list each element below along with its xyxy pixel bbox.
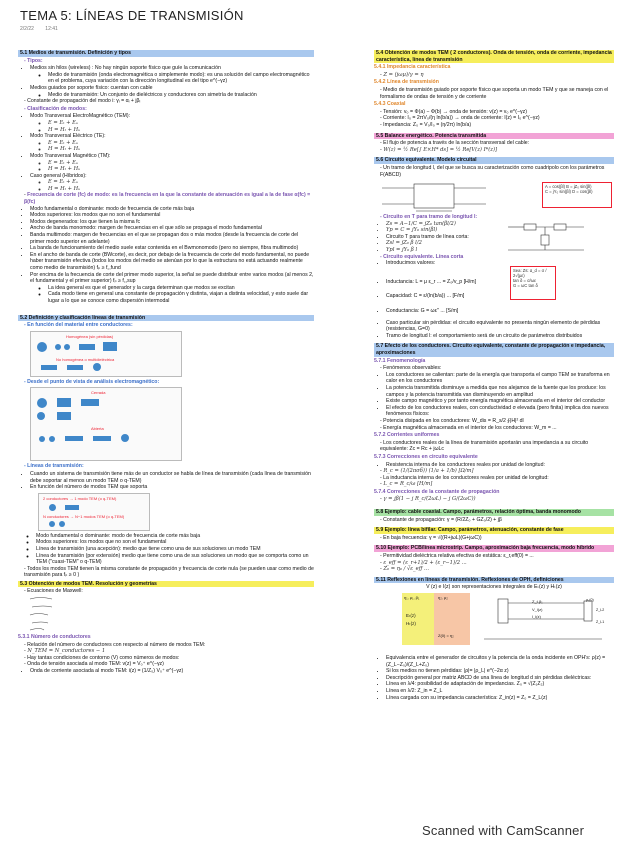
hib-eq-e: ◦ E = Eₜ + Eᵤ — [48, 179, 314, 186]
lt-item: ◦ Línea de transmisión (una acepción): medio que tiene como una de sus soluciones un modo TEM — [36, 546, 314, 553]
tm-eq — [30, 160, 314, 173]
deg-item: • Modos degenerados: los que tienen la misma fc — [30, 219, 314, 226]
clasificacion-label: - Clasificación de modos: — [24, 106, 314, 113]
h-field-label: Hₜ(z) — [406, 621, 416, 626]
zsl-eq: • Zsl = jZ₀ β l/2 — [386, 240, 614, 247]
todos-list — [18, 566, 314, 579]
lineas-label: - Líneas de transmisión: — [24, 463, 314, 470]
tm-item: • Modo Transversal Magnético (TM): — [30, 153, 314, 160]
quadripole-diagram — [374, 178, 494, 214]
lines-figure-2 — [30, 387, 182, 461]
guiados-sub-item: ◦ Medio de transmisión: Un conjunto de dieléctricos y conductores con simetría de traslación — [48, 92, 314, 99]
section-5-6-title: 5.6 Circuito equivalente. Modelo circuital — [374, 157, 614, 164]
ct-label: - Circuito en T para tramo de longitud l: — [380, 214, 614, 221]
coplanar-shape — [67, 365, 83, 370]
page-title: TEMA 5: LÍNEAS DE TRANSMISIÓN — [20, 8, 244, 23]
nN-shape-1 — [49, 521, 55, 527]
eta2-label: η₂, μ₂ — [438, 595, 448, 600]
lineas-list — [18, 463, 314, 470]
maxwell-equations — [28, 595, 314, 633]
section-5-5-title: 5.5 Balance energético. Potencia transmitida — [374, 133, 614, 140]
fc-defs — [18, 206, 314, 305]
potencia-list — [374, 140, 614, 153]
perdidas-item: • Si los medios no tienen pérdidas: |ρ|= |ρ_L| e^(−2α z) — [386, 668, 614, 675]
ondac-list — [18, 668, 314, 675]
closed-shape-2 — [57, 398, 71, 407]
onda-item: - Onda de tensión asociada al modo TEM: v(z) = V₀⁺ e^(−γz) — [24, 661, 314, 668]
perm-eq-1: - ε_eff = (ε_r+1)/2 + (ε_r−1)/2 ... — [380, 560, 614, 567]
maxwell-list — [18, 588, 314, 595]
ce-items — [374, 260, 614, 339]
ancho-item: • Ancho de banda monomodo: margen de frecuencias en el que sólo se propaga el modo fundamental — [30, 225, 314, 232]
tem-eq-e: ◦ E = Eₜ + Eᵤ — [48, 120, 314, 127]
constante-list — [18, 98, 314, 112]
rel-item: - Relación del número de conductores con respecto al número de modos TEM: — [24, 642, 314, 649]
cuando-item: • Cuando un sistema de transmisión tiene más de un conductor se habla de línea de transmisión (cada línea de transmisión debe soportar al menos un modo TEM o q-TEM) — [30, 471, 314, 484]
zt-label: Z_t,β₁ — [532, 599, 543, 604]
cu-list — [374, 440, 614, 453]
gamma-list — [374, 496, 614, 503]
n2-label: 2 conductores → 1 modo TEM (o q-TEM) — [43, 495, 117, 501]
eta1-label: η₁, μ₁, β₁ — [404, 595, 420, 600]
cu-item: - Los conductores reales de la línea de transmisión aportarán una impedancia a su circuito equivalente: Zc = Rc + jωLc — [380, 440, 614, 453]
perm-eq-2: - Z₀ = η₀ / √ε_eff ... — [380, 566, 614, 573]
tem-eq — [30, 120, 314, 133]
open-shape-4 — [93, 436, 111, 441]
section-5-10-title: 5.10 Ejemplo: PCB/línea microstrip. Campo, aproximación baja frecuencia, modo híbrido — [374, 545, 614, 552]
closed-shape-3 — [81, 399, 99, 406]
microstrip-list — [374, 553, 614, 573]
section-5-7-1-title: 5.7.1 Fenomenología — [374, 357, 426, 364]
lineas-items — [18, 471, 314, 491]
lines-figure-1 — [30, 331, 182, 377]
maxwell-scribble — [28, 595, 108, 633]
l4-item: • Línea en λ/4: posibilidad de adaptación de impedancias. Z₀ = √(Z₁Z₂) — [386, 681, 614, 688]
modos-list — [18, 113, 314, 192]
reflection-figure — [374, 593, 614, 653]
impedancia-item: - Impedancia: Z₀ = V₀/I₀ = (η/2π) ln(b/a) — [380, 122, 614, 129]
wireless-sub — [30, 72, 314, 85]
dielectric-box — [510, 266, 556, 300]
microstrip-shape — [41, 365, 57, 370]
section-5-1-title: 5.1 Medios de transmisión. Definición y tipos — [18, 50, 314, 57]
z-list — [374, 72, 614, 79]
left-column — [18, 46, 314, 675]
guide-shape — [103, 342, 117, 351]
section-5-7-title: 5.7 Efecto de los conductores. Circuito equivalente, constante de propagación e impedancia, aproximaciones — [374, 343, 614, 356]
correcciones-eqs — [374, 468, 614, 488]
section-5-7-2-title: 5.7.2 Corrientes uniformes — [374, 432, 440, 439]
section-5-9-title: 5.9 Ejemplo: línea bifilar. Campo, parámetros, atenuación, constante de fase — [374, 527, 614, 534]
potencia-eq: - W(z) = ½ Re[∫ E×H* ds] = ½ Re[V(z) I*(z)] — [380, 147, 614, 154]
lbanda-item: • La banda de funcionamiento del medio suele estar contenida en el Bwmonomodo (pero no siempre, fibra multimodo) — [30, 245, 314, 252]
zl1-label: Z_L1 — [596, 620, 605, 624]
closed-shape-1 — [37, 398, 47, 408]
section-5-4-title: 5.4 Obtención de modos TEM ( 2 conductores). Onda de tensión, onda de corriente, impedancia característica, línea de transmisión — [374, 50, 614, 63]
section-5-4-2-title: 5.4.2 Línea de transmisión — [374, 79, 439, 86]
rho-label: ρ₁(0) — [586, 598, 594, 602]
gamma-eq: - γ = jβ(1 − j R_c/(2ωL) − j G/(2ωC)) — [380, 496, 614, 503]
te-item: • Modo Transversal Eléctrico (TE): — [30, 133, 314, 140]
camscanner-watermark: Scanned with CamScanner — [422, 823, 585, 838]
v-item: V (z) e I(z) son representaciones integrales de Eₜ(z) y Hₜ(z) — [426, 584, 562, 591]
caso-item: • Caso particular sin pérdidas: el circuito equivalente no presenta ningún elemento de pérdidas (resistencias, G=0) — [386, 320, 614, 333]
tipos-list — [18, 65, 314, 98]
r-item: • Resistencia interna de los conductores reales por unidad de longitud: — [386, 462, 614, 469]
ce-label: - Circuito equivalente. Línea corta — [380, 254, 614, 261]
page-time: 12:41 — [45, 26, 58, 32]
func-list — [18, 322, 314, 329]
encima-sub — [30, 285, 314, 305]
hay-item: - Hay tantas condiciones de contorno (V) como números de modos: — [24, 655, 314, 662]
constante-item: - Constante de propagación del modo i: γᵢ = αᵢ + jβᵢ — [24, 98, 314, 105]
tipos-label: - Tipos: — [24, 58, 314, 65]
banda-item: • Banda multimodo: margen de frecuencias en el que se propagan dos o más modos (desde la frecuencia de corte del primer modo superior en adelante) — [30, 232, 314, 245]
desc-item: • Descripción general por matriz ABCD de una línea de longitud d sin pérdidas dieléctricas: — [386, 675, 614, 682]
te-eq — [30, 140, 314, 153]
section-5-11-title: 5.11 Reflexiones en líneas de transmisión. Reflexiones de OPH, definiciones — [374, 577, 614, 584]
modes-defs-2 — [18, 533, 314, 566]
ondac-item: • Onda de corriente asociada al modo TEM: i(z) = (1/Z₀) V₀⁺ e^(−γz) — [30, 668, 314, 675]
ii-label: I_i(z) — [532, 614, 541, 619]
todos-item: - Todos los modos TEM tienen la misma constante de propagación y frecuencia de corte nula (se pueden usar como medio de transmisión para fₚ ≥ 0 ) — [24, 566, 314, 579]
cerrada-label: Cerrada — [91, 390, 106, 396]
fund-item: • Modo fundamental o dominante: modo de frecuencia de corte más baja — [30, 206, 314, 213]
corriente-item: - Corriente: I₀ = 2πV₀/(η ln(b/a)) → onda de corriente: I(z) = I₀ e^(−γz) — [380, 115, 614, 122]
section-5-3-title: 5.3 Obtención de modos TEM. Resolución y geometrías — [18, 581, 314, 588]
coax-example-list — [374, 517, 614, 524]
f1-item: • Los conductores se calientan: parte de la energía que transporta el campo TEM se transforma en calor en los conductores — [386, 372, 614, 385]
open-shape-1 — [39, 436, 45, 442]
ypl-eq: • Ypl = jY₀ β l — [386, 247, 614, 254]
e-field-label: Eₜ(z) — [406, 613, 416, 618]
tramo-list — [374, 165, 614, 178]
fc-item — [24, 192, 314, 205]
abcd-box — [542, 182, 612, 208]
f6-item: - Energía magnética almacenada en el interior de los conductores: W_m = ... — [380, 425, 614, 432]
coax-shape — [37, 342, 47, 352]
section-5-2-title: 5.2 Definición y clasificación líneas de transmisión — [18, 315, 314, 322]
ce-list — [374, 254, 614, 261]
fc-list — [18, 192, 314, 205]
closed-shape-4 — [37, 412, 45, 420]
l2-item: • Línea en λ/2: Z_in = Z_L — [386, 688, 614, 695]
hibrido-item: • Caso general (Híbridos): — [30, 173, 314, 180]
coax-list — [374, 109, 614, 129]
hom-label: Homogénea (sin pérdidas) — [66, 333, 114, 339]
bifilar-item: - En baja frecuencia: γ = √((R+jωL)(G+jωC)) — [380, 535, 614, 542]
medio-list — [374, 87, 614, 100]
page-date: 2/2/22 — [20, 26, 34, 32]
f3-item: • Existe campo magnético y por tanto energía magnética almacenada en el interior del conductor — [386, 398, 614, 405]
fiber-shape — [93, 363, 101, 371]
lte-item: ◦ Línea de transmisión (por extensión) medio que tiene como una de sus soluciones un modo que se comporta como un TEM ("cuasi-TEM" o q-TEM) — [36, 553, 314, 566]
tm-eq-h: ◦ H = Hₜ + Hᵤ — [48, 166, 314, 173]
section-5-8-title: 5.8 Ejemplo: cable coaxial. Campo, parámetros, relación óptima, banda monomodo — [374, 509, 614, 516]
z-eq: - Z = (jωμ)/γ = η — [380, 72, 614, 79]
encima-item: • Por encima de la frecuencia de corte del primer modo superior, la señal se puede distribuir entre varios modos (al menos 2, el fundamental y el primer superior) fₚ ≥ f꜀,sup — [30, 272, 314, 285]
tramo2-item: • Tramo de longitud l: el comportamiento será de un circuito de parámetros distribuidos — [386, 333, 614, 340]
rel-eq: - N_TEM = N_conductores − 1 — [24, 648, 314, 655]
tem-eq-h: ◦ H = Hₜ + Hᵤ — [48, 127, 314, 134]
section-5-7-4-title: 5.7.4 Correcciones de la constante de propagación — [374, 488, 500, 495]
t-circuit-diagram — [506, 221, 586, 253]
abcd-row-1: A = cos(βl) B = jZ₀ sin(βl) — [545, 184, 592, 190]
fen-list — [374, 365, 614, 372]
coax-example-item: - Constante de propagación: γ = (R/2Z₀ + GZ₀/2) + jβ — [380, 517, 614, 524]
perm-item: - Permitividad dieléctrica relativa efectiva de estática: ε_r,eff(0) = ... — [380, 553, 614, 560]
bifilar-list — [374, 535, 614, 542]
fen-item: - Fenómenos observables: — [380, 365, 614, 372]
bifilar-shape-b — [64, 344, 70, 350]
tem-count-figure — [38, 493, 150, 531]
tm-eq-e: ◦ E = Eₜ + Eᵤ — [48, 160, 314, 167]
maxwell-item: - Ecuaciones de Maxwell: — [24, 588, 314, 595]
flujo-item: - El flujo de potencia a través de la sección transversal del cable: — [380, 140, 614, 147]
hibrido-eq — [30, 179, 314, 192]
r-eq: - R_c = (1/(2πσδ)) (1/a + 1/b) [Ω/m] — [380, 468, 614, 475]
n2-shape-2 — [65, 505, 79, 510]
ct-list — [374, 214, 614, 221]
page-meta — [20, 26, 68, 32]
nN-label: N conductores → N−1 modos TEM (o q-TEM) — [43, 513, 125, 519]
mfund-item: ◦ Modo fundamental o dominante: modo de frecuencia de corte más baja — [36, 533, 314, 540]
section-5-1-list — [18, 58, 314, 65]
right-column — [374, 46, 614, 701]
hib-eq-h: ◦ H = Hₜ + Hᵤ — [48, 186, 314, 193]
n2-shape-1 — [49, 504, 56, 511]
nN-shape-2 — [59, 521, 65, 527]
closed-shape-5 — [57, 412, 71, 420]
bwc-item: • En el ancho de banda de corte (BWcorte), es decir, por debajo de la frecuencia de corte del modo fundamental, no puede haber transmisión efectiva (todos los modos del medio se atenúan por lo que la estructura no está actuando realmente como medio de transmisión) fₚ ≥ f꜀,fund — [30, 252, 314, 272]
conductores-list — [18, 642, 314, 668]
quadripole-figure — [374, 178, 614, 214]
ctl-item: • Circuito T para tramo de línea corta: — [386, 234, 614, 241]
idea-item: ◦ La idea general es que el generador y la carga determinan que modos se excitan — [48, 285, 314, 292]
section-5-4-3-title: 5.4.3 Coaxial — [374, 101, 406, 108]
cap-item: • Capacidad: C = ε/(ln(b/a)) ... [F/m] — [386, 293, 614, 300]
nohom-label: No homogénea o multidieléctrica — [56, 356, 115, 362]
reflexiones-list — [374, 655, 614, 701]
stripline-shape — [79, 344, 95, 350]
intro-item: • Introducimos valores: — [386, 260, 614, 267]
abcd-row-2: C = jY₀ sin(βl) D = cos(βl) — [545, 189, 593, 195]
te-eq-h: ◦ H = Hₜ + Hᵤ — [48, 146, 314, 153]
yp-eq: • Yp = C = jY₀ sin(βl) — [386, 227, 614, 234]
abierta-label: Abierta — [91, 426, 104, 432]
open-shape-5 — [121, 434, 129, 442]
ind-item: • Inductancia: L = μ ε_r ... = Z₀/v_p [H/m] — [386, 279, 614, 286]
vi-label: V_i(z) — [532, 607, 543, 612]
func-label: - En función del material entre conductores: — [24, 322, 314, 329]
msup-item: ◦ Modos superiores: los modos que no son el fundamental — [36, 539, 314, 546]
equiv-item: • Equivalencia entre el generador de circuitos y la potencia de la onda incidente en OPH's: ρ(z) = (Z_L−Z₀)/(Z_L+Z₀) — [386, 655, 614, 668]
numero-item: • En función del número de modos TEM que soporta — [30, 484, 314, 491]
cond-item: • Conductancia: G = ωε'' ... [S/m] — [386, 308, 614, 315]
zl-label: Z_L2 — [596, 608, 605, 612]
section-5-7-3-title: 5.7.3 Correcciones en circuito equivalente — [374, 453, 478, 460]
section-5-4-1-title: 5.4.1 Impedancia característica — [374, 64, 451, 71]
lint-item: - La inductancia interna de los conductores reales por unidad de longitud: — [380, 475, 614, 482]
te-eq-e: ◦ E = Eₜ + Eᵤ — [48, 140, 314, 147]
desde-label: - Desde el punto de vista de análisis electromagnético: — [24, 379, 314, 386]
section-5-3-1-title: 5.3.1 Número de conductores — [18, 634, 91, 641]
fen-items-2 — [374, 418, 614, 431]
red-row-3: G = ωC tan δ — [513, 283, 538, 289]
z0-label: Z(0) = η₂ — [438, 633, 454, 638]
zs-eq: • Zs = A−1/C = jZ₀ tan(βl/2) — [386, 221, 614, 228]
f4-item: • El efecto de los conductores reales, con conductividad σ elevada (pero finita) implica dos nuevos fenómenos físicos: — [386, 405, 614, 418]
wireless-sub-item: ◦ Medio de transmisión (onda electromagnética o simplemente modo): es una solución del campo electromagnético en el problema, cuya variación con la dirección longitudinal es del tipo e^(−γz) — [48, 72, 314, 85]
f2-item: • La potencia transmitida disminuye a medida que nos alejamos de la fuente que los produce: los campos y la potencia transmitida van disminuyendo en amplitud — [386, 385, 614, 398]
guiados-item: • Medios guiados por soporte físico: cuentan con cable — [30, 85, 314, 92]
open-shape-3 — [65, 436, 83, 441]
red-row-1: Sea: Zs: α_d = σ / 2√(με) — [513, 268, 547, 279]
desde-list — [18, 379, 314, 386]
open-shape-2 — [49, 436, 55, 442]
medio-item: - Medio de transmisión guiado por soporte físico que soporta un modo TEM y que se maneja con el formalismo de ondas de tensión y de corriente — [380, 87, 614, 100]
red-row-2: tan δ = σ/ωε — [513, 278, 536, 284]
bifilar-shape-a — [55, 344, 61, 350]
sup-item: • Modos superiores: los modos que no son el fundamental — [30, 212, 314, 219]
l-eq: - L_c = R_c/ω [H/m] — [380, 481, 614, 488]
cada-item: ◦ Cada modo tiene en general una constante de propagación γ distinta, viajan a distinta velocidad, y esto suele dar lugar a lo que se conoce como dispersión intermodal — [48, 291, 314, 304]
ct-block — [374, 221, 614, 254]
wireless-item: • Medios sin hilos (wireless) : No hay ningún soporte físico que guíe la comunicación — [30, 65, 314, 72]
tem-item: • Modo Transversal ElectroMagnético (TEM): — [30, 113, 314, 120]
fen-items — [374, 372, 614, 418]
guiados-sub — [30, 92, 314, 99]
ce-block — [374, 260, 614, 339]
f5-item: - Potencia disipada en los conductores: W_dis = R_s/2 ∮|H|² dl — [380, 418, 614, 425]
fc-text: Frecuencia de corte (fc) de modo: es la frecuencia en la que la constante de atenuación es igual a la de fase α(fc) = β(fc) — [24, 192, 311, 206]
tramo-item: - Un tramo de longitud l, del que se busca su caracterización como cuadripolo con los parámetros F(ABCD) — [380, 165, 614, 178]
tension-item: - Tensión: v₀ = Φ(a) − Φ(b) → onda de tensión: v(z) = v₀ e^(−γz) — [380, 109, 614, 116]
lc-item: • Línea cargada con su impedancia característica: Z_in(z) = Z₀ = Z_L(z) — [386, 695, 614, 702]
